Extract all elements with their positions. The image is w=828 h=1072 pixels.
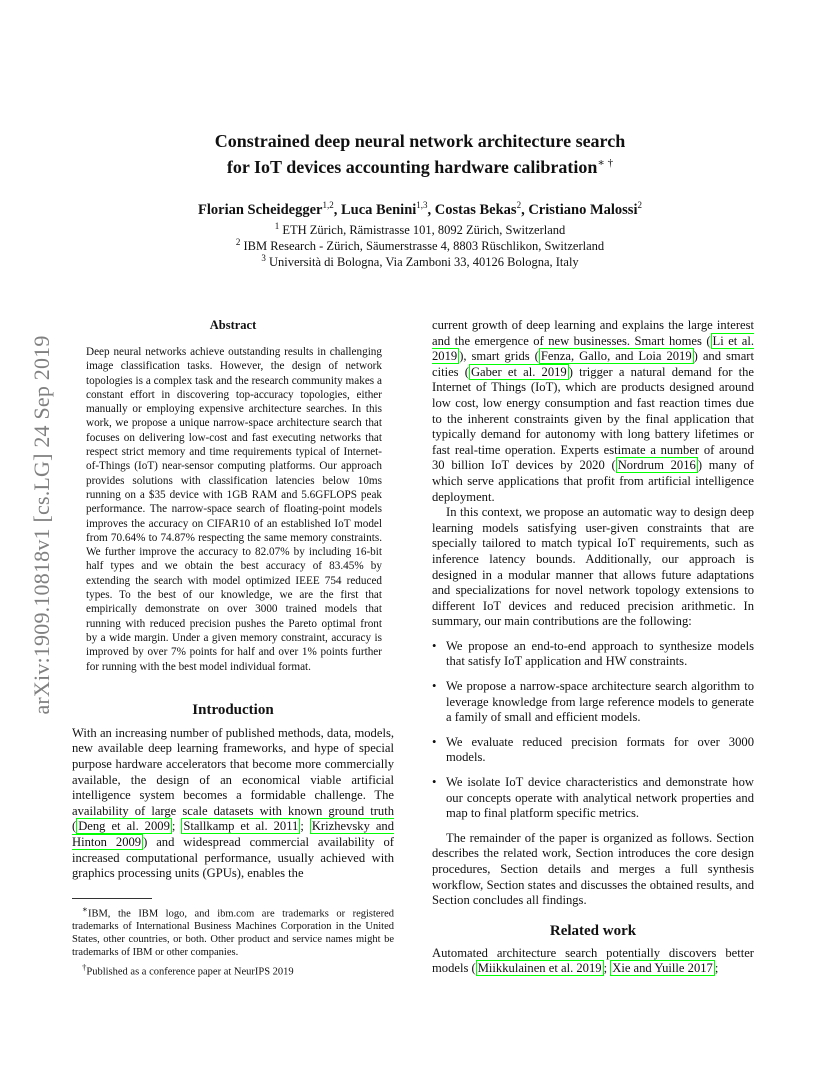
bullet-icon: •	[432, 734, 437, 749]
citation-link[interactable]: Gaber et al. 2019	[470, 364, 567, 379]
affiliation	[100, 253, 740, 270]
affiliation-text: ETH Zürich, Rämistrasse 101, 8092 Zürich, Switzerland	[282, 223, 566, 238]
footnote	[72, 903, 394, 960]
right-column	[432, 318, 754, 977]
citation-link[interactable]: Xie and Yuille 2017	[612, 961, 713, 976]
intro-text: With an increasing number of published methods, data, models, new available deep learning frameworks, and hype of special purpose hardware accelerators that become more commercially available, the design of an economical viable artificial intelligence system becomes a formidable challenge. The availability of large scale datasets with known ground truth (	[72, 725, 394, 834]
contribution-text: We evaluate reduced precision formats for over 3000 models.	[446, 734, 754, 765]
author-name: Florian Scheidegger	[198, 201, 323, 218]
title-line-2	[120, 152, 720, 178]
contribution-item	[432, 735, 754, 766]
author-name: Luca Benini	[340, 201, 417, 218]
author-affil: 1,2	[322, 200, 334, 210]
citation-separator: ;	[603, 961, 611, 976]
bullet-icon: •	[432, 679, 437, 694]
body-text: Automated architecture search potentially discovers better models (	[432, 945, 754, 976]
author-name: Costas Bekas	[434, 201, 517, 218]
citation-link[interactable]: Nordrum 2016	[617, 458, 696, 473]
author-name: Cristiano Malossi	[528, 201, 638, 218]
paper-title	[120, 130, 720, 178]
abstract-heading: Abstract	[209, 318, 257, 332]
body-text: ) trigger a natural demand for the Internet of Things (IoT), which are products designed around low cost, low energy consumption and fast reaction times due to the inherent constraints given by the final application that typically demand for autonomy with long battery lifetimes or fast real-time operation. Experts estimate a number of around 30 billion IoT devices by 2020 (	[432, 364, 754, 473]
contribution-item	[432, 639, 754, 670]
related-work-heading: Related work	[549, 922, 637, 939]
citation-separator: ;	[714, 961, 719, 976]
left-column	[72, 318, 394, 979]
citation-link[interactable]: Deng et al. 2009	[78, 819, 170, 834]
affiliation	[100, 237, 740, 254]
footnote-text: IBM, the IBM logo, and ibm.com are trademarks or registered trademarks of International Business Machines Corporation in the United States, other countries, or both. Other product and service names might be trademarks of IBM or other companies.	[72, 908, 394, 959]
author-list: Florian Scheidegger$^{1,2}$, Luca Benini$^{1,3}$, Costas Bekas$^2$, Cristiano Malossi$^2$	[198, 200, 642, 218]
author-affil: 2	[637, 200, 642, 210]
related-work-paragraph	[432, 946, 754, 977]
title-footnote-marks: ∗ †	[597, 157, 614, 169]
footnote	[72, 961, 394, 979]
affiliation-text: IBM Research - Zürich, Säumerstrasse 4, 8803 Rüschlikon, Switzerland	[243, 239, 605, 254]
citation-link[interactable]: Miikkulainen et al. 2019	[477, 961, 602, 976]
contribution-text: We propose an end-to-end approach to synthesize models that satisfy IoT application and HW constraints.	[446, 638, 754, 669]
body-paragraph: In this context, we propose an automatic way to design deep learning models satisfying user-given constraints that are specially tailored to match typical IoT requirements, such as inference latency bounds. Additionally, our approach is designed in a modular manner that allows future adaptations and specializations for novel network topology extensions to different IoT devices and reduced precision arithmetic. In summary, our main contributions are the following:	[432, 505, 754, 629]
footnote-mark: †	[82, 962, 87, 973]
title-line-1: Constrained deep neural network architecture search	[214, 131, 626, 151]
citation-link[interactable]: Li et al. 2019	[432, 333, 754, 364]
introduction-paragraph	[72, 726, 394, 882]
title-line-2-text: for IoT devices accounting hardware calibration	[226, 157, 598, 177]
footnote-text: Published as a conference paper at NeurIPS 2019	[86, 966, 294, 978]
citation-separator: ;	[300, 819, 310, 834]
abstract-body: Deep neural networks achieve outstanding results in challenging image classification tasks. However, the design of network topologies is a complex task and the research community makes a constant effort in discovering top-accuracy topologies, either manually or employing expensive architecture searches. In this work, we propose a unique narrow-space architecture search that focuses on delivering low-cost and fast executing networks that respect strict memory and time requirements typical of Internet-of-Things (IoT) near-sensor computing platforms. Our approach provides solutions with classification latencies below 10ms running on a $35 device with 1GB RAM and 5.6GFLOPS peak performance. The narrow-space search of floating-point models improves the accuracy on CIFAR10 of an established IoT model from 70.64% to 74.87% respecting the same memory constraints. We further improve the accuracy to 82.07% by including 16-bit half types and we obtain the best accuracy of 83.45% by extending the search with model optimized IEEE 754 reduced types. To the best of our knowledge, we are the first that empirically demonstrate on over 3000 trained models that running with reduced precision pushes the Pareto optimal front by a wide margin. Under a given memory constraint, accuracy is improved by over 7% points for half and over 1% points further for running with the best model individual format.	[86, 346, 382, 673]
citation-link[interactable]: Stallkamp et al. 2011	[183, 819, 299, 834]
contribution-text: We isolate IoT device characteristics and demonstrate how our concepts operate with analytical network properties and map to final platform specific metrics.	[446, 775, 754, 821]
contribution-list	[432, 639, 754, 822]
citation-separator: ;	[171, 819, 182, 834]
body-text: ) many of which serve applications that profit from artificial intelligence deployment.	[432, 458, 754, 504]
contribution-text: We propose a narrow-space architecture search algorithm to leverage knowledge from large reference models to generate a family of small and efficient models.	[446, 679, 754, 725]
affiliation-number: 2	[235, 237, 241, 247]
author-affil: 1,3	[416, 200, 428, 210]
footnote-rule	[72, 898, 152, 899]
bullet-icon: •	[432, 638, 437, 653]
body-text: ), smart grids (	[459, 349, 539, 364]
affiliation-number: 1	[274, 221, 280, 231]
affiliation-number: 3	[261, 253, 266, 263]
citation-link[interactable]: Krizhevsky and Hinton 2009	[72, 819, 395, 849]
bullet-icon: •	[432, 775, 437, 790]
citation-link[interactable]: Fenza, Gallo, and Loia 2019	[540, 349, 692, 364]
arxiv-stamp	[22, 290, 62, 760]
footnote-mark: ∗	[82, 903, 88, 914]
body-paragraph: The remainder of the paper is organized as follows. Section describes the related work, Section introduces the core design procedures, Section details and merges a full synthesis workflow, Section states and discusses the obtained results, and Section concludes all findings.	[432, 830, 754, 908]
affiliation	[100, 221, 740, 238]
body-text: ) and smart cities (	[432, 349, 755, 379]
contribution-item	[432, 775, 754, 822]
affiliation-text: Università di Bologna, Via Zamboni 33, 40126 Bologna, Italy	[268, 255, 579, 270]
body-text: current growth of deep learning and explains the large interest and the emergence of new businesses. Smart homes (	[432, 318, 754, 348]
footnotes	[72, 898, 394, 979]
arxiv-id: arXiv:1909.10818v1 [cs.LG] 24 Sep 2019	[29, 335, 54, 715]
introduction-heading: Introduction	[192, 701, 274, 718]
contribution-item	[432, 679, 754, 726]
author-affil: 2	[516, 200, 522, 210]
intro-text: ) and widespread commercial availability of increased computational performance, usually achieved with graphics processing units (GPUs), enables the	[72, 834, 394, 881]
body-paragraph	[432, 318, 754, 505]
